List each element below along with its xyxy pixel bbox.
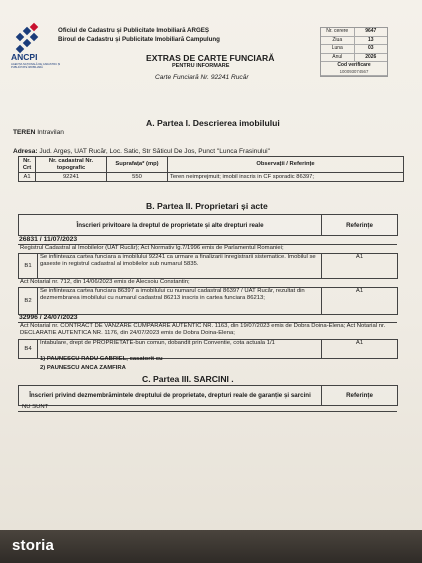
- office-header: [58, 26, 220, 44]
- registry-row: Anul 2026: [321, 54, 387, 63]
- property-address: Adresa: Jud. Argeș, UAT Rucăr, Loc. Satic, Str Săticul De Jos, Punct "Lunca Frasinului": [13, 148, 270, 155]
- photo-bottom-strip: [0, 530, 422, 563]
- ancpi-subtitle: AGENȚIA NAȚIONALĂ DE CADASTRU ȘI PUBLICITATE IMOBILIARĂ: [11, 63, 61, 70]
- entry-b1: B1 Se infiinteaza cartea funciara a imobilului 92241 ca urmare a finalizarii inregistrarii sistematice. Imobilul se gaseste in registrul cadastral al imobilelor sub numarul 5835. A1: [18, 253, 398, 279]
- storia-watermark: storia: [12, 537, 55, 554]
- entry-group-1-act-2: Act Notarial nr. 712, din 14/06/2023 emis de Alecsoiu Constantin;: [20, 279, 190, 285]
- entry-group-1-act: Registrul Cadastral al Imobilelor (UAT Rucăr); Act Normativ lg.7/1996 emis de Parlamentul Romaniei;: [20, 245, 284, 251]
- part-c-header: Înscrieri privind dezmembrămintele dreptului de proprietate, drepturi reale de garanție și sarcini Referințe: [18, 385, 398, 406]
- owner-2: 2) PAUNESCU ANCA ZAMFIRA: [40, 365, 126, 371]
- registry-row: Nr. cerere 9647: [321, 28, 387, 37]
- office-line-1: Oficiul de Cadastru și Publicitate Imobiliară ARGEȘ: [58, 27, 210, 34]
- registry-row: Luna 03: [321, 45, 387, 54]
- col-surface: Suprafața* (mp): [107, 157, 168, 173]
- carte-funciara-number: Carte Funciară Nr. 92241 Rucăr: [155, 74, 249, 81]
- ancpi-label: ANCPI: [11, 52, 38, 62]
- entry-group-1-header: 26831 / 11/07/2023: [19, 236, 78, 243]
- col-observations: Observații / Referințe: [168, 157, 404, 173]
- property-type: TEREN Intravilan: [13, 129, 64, 136]
- table-row: A1 92241 550 Teren neimprejmuit; imobil inscris in CF sporadic 86397;: [19, 173, 404, 182]
- entry-group-2-header: 32996 / 24/07/2023: [19, 314, 78, 321]
- divider: [18, 411, 397, 412]
- entry-group-2-act: Act Notarial nr. CONTRACT DE VANZARE CUMPARARE AUTENTIC NR. 1163, din 19/07/2023 emis de Dobra Doina-Elena; Act Notarial nr. DECLARATIE AUTENTICA NR. 1176, din 24/07/2023 emis de Dobra Doina-Elena;: [20, 323, 386, 336]
- part-c-title: C. Partea III. SARCINI .: [142, 374, 234, 384]
- part-c-row: NU SUNT: [22, 404, 49, 410]
- document-title: EXTRAS DE CARTE FUNCIARĂ: [146, 53, 275, 63]
- part-a-title: A. Partea I. Descrierea imobilului: [146, 118, 280, 128]
- entry-b4: B4 Intabulare, drept de PROPRIETATE-bun comun, dobandit prin Conventie, cota actuala 1/1 A1: [18, 339, 398, 359]
- col-nr: Nr. Crt: [19, 157, 36, 173]
- property-table: [18, 156, 404, 182]
- owner-1: 1) PAUNESCU RADU GABRIEL, casatorit cu: [40, 356, 163, 362]
- col-cadastral: Nr. cadastral Nr. topografic: [36, 157, 107, 173]
- registry-box: [320, 27, 388, 77]
- verification-code: Cod verificare 100093074567: [321, 62, 387, 76]
- entry-b2: B2 Se infiinteaza cartea funciara 86397 a imobilului cu numarul cadastral 86397 / UAT Rucăr, rezultat din dezmembrarea imobilului cu numarul cadastral 86213 inscris in cartea funciara 86213; A1: [18, 287, 398, 315]
- document-subtitle: PENTRU INFORMARE: [172, 63, 230, 69]
- part-b-header: Înscrieri privitoare la dreptul de proprietate și alte drepturi reale Referințe: [18, 214, 398, 236]
- registry-row: Ziua 13: [321, 37, 387, 46]
- part-b-title: B. Partea II. Proprietari și acte: [146, 201, 268, 211]
- office-line-2: Biroul de Cadastru și Publicitate Imobiliară Campulung: [58, 36, 220, 43]
